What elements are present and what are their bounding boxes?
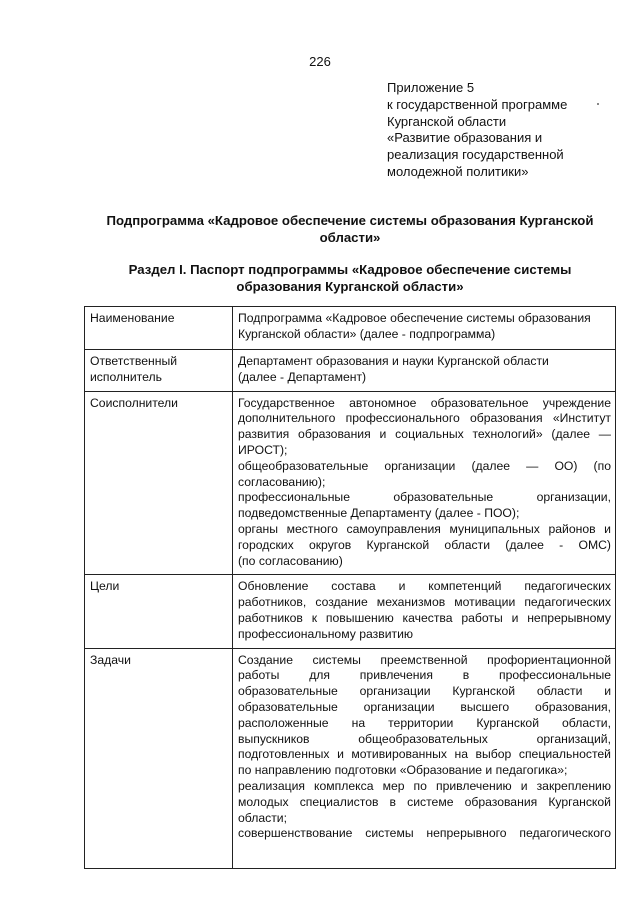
row-value-line: профессиональному развитию	[238, 626, 414, 641]
row-value-line: общеобразовательные организации (далее — ОО) (по	[238, 458, 611, 473]
subprogram-title-line: Подпрограмма «Кадровое обеспечение системы образования Курганской	[106, 213, 594, 228]
appendix-line: Приложение 5	[387, 80, 475, 95]
row-label-cell	[85, 350, 233, 392]
row-label: Задачи	[90, 652, 131, 667]
row-value-line: работников, создание механизмов мотивации педагогических	[238, 595, 611, 610]
row-label-cell	[85, 391, 233, 575]
section-title	[70, 261, 630, 295]
row-label-cell	[85, 648, 233, 868]
appendix-line: к государственной программе	[387, 96, 568, 112]
row-value-line: (далее - Департамент)	[238, 369, 367, 384]
row-value-line: работы для привлечения в профессиональные	[238, 668, 611, 683]
row-value-line: работников к повышению качества работы и непрерывному	[238, 610, 611, 625]
section-title-line: Раздел I. Паспорт подпрограммы «Кадровое обеспечение системы	[128, 262, 572, 277]
row-label-cell	[85, 307, 233, 350]
table-row	[85, 575, 616, 648]
appendix-block	[387, 80, 617, 181]
row-value-line: области;	[238, 810, 287, 825]
subprogram-title	[70, 212, 630, 246]
passport-table	[84, 306, 616, 869]
table-row	[85, 350, 616, 392]
row-value-line: молодых специалистов в системе образования Курганской	[238, 794, 611, 809]
row-value-cell	[233, 307, 616, 350]
row-value-cell	[233, 350, 616, 392]
row-value-line: совершенствование системы непрерывного педагогического	[238, 826, 611, 841]
row-value-line: профессиональные образовательные организации,	[238, 490, 611, 505]
table-row	[85, 648, 616, 868]
row-value-line: дополнительного профессионального образования «Институт	[238, 411, 611, 426]
row-value-line: органы местного самоуправления муниципальных районов и	[238, 521, 611, 536]
row-value-line: образовательные организации высшего образования,	[238, 699, 611, 714]
row-label: Наименование	[90, 311, 175, 325]
appendix-line: молодежной политики»	[387, 163, 529, 179]
appendix-line: «Развитие образования и	[387, 130, 543, 146]
section-title-line: образования Курганской области»	[236, 279, 464, 294]
row-value-line: Департамент образования и науки Курганской области	[238, 354, 549, 368]
subprogram-title-line: области»	[319, 230, 381, 245]
row-value-line: (по согласованию)	[238, 553, 343, 568]
appendix-line: реализация государственной	[387, 147, 564, 163]
row-label: Цели	[90, 579, 120, 594]
row-value-cell	[233, 648, 616, 868]
row-value-line: Создание системы преемственной профориентационной	[238, 652, 611, 667]
row-value-line: Курганской области» (далее - подпрограмма)	[238, 326, 496, 341]
table-row	[85, 307, 616, 350]
row-value-cell	[233, 575, 616, 648]
row-value-line: подведомственные Департаменту (далее - ПОО);	[238, 506, 520, 521]
row-label-cell	[85, 575, 233, 648]
row-value-line: развития образования и социальных технологий» (далее —	[238, 427, 611, 442]
row-value-cell	[233, 391, 616, 575]
row-value-line: Обновление состава и компетенций педагогических	[238, 579, 611, 594]
appendix-line: Курганской области	[387, 113, 507, 129]
page-number: 226	[309, 54, 331, 69]
row-label: Ответственный	[90, 354, 178, 368]
row-value-line: образовательные организации Курганской области и	[238, 684, 611, 699]
row-label: исполнитель	[90, 369, 162, 384]
row-value-line: ИРОСТ);	[238, 442, 288, 457]
row-value-line: подготовленных и мотивированных на выбор специальностей	[238, 747, 611, 762]
row-label: Соисполнители	[90, 395, 178, 410]
row-value-line: по направлению подготовки «Образование и педагогика»;	[238, 763, 568, 778]
row-value-line: реализация комплекса мер по привлечению и закреплению	[238, 778, 611, 793]
row-value-line: городских округов Курганской области (далее - ОМС)	[238, 537, 611, 552]
table-row	[85, 391, 616, 575]
row-value-line: выпускников общеобразовательных организаций,	[238, 731, 611, 746]
row-value-line: расположенные на территории Курганской области,	[238, 715, 611, 730]
row-value-line: Государственное автономное образовательное учреждение	[238, 395, 611, 410]
row-value-line: Подпрограмма «Кадровое обеспечение системы образования	[238, 311, 591, 325]
row-value-line: согласованию);	[238, 474, 326, 489]
